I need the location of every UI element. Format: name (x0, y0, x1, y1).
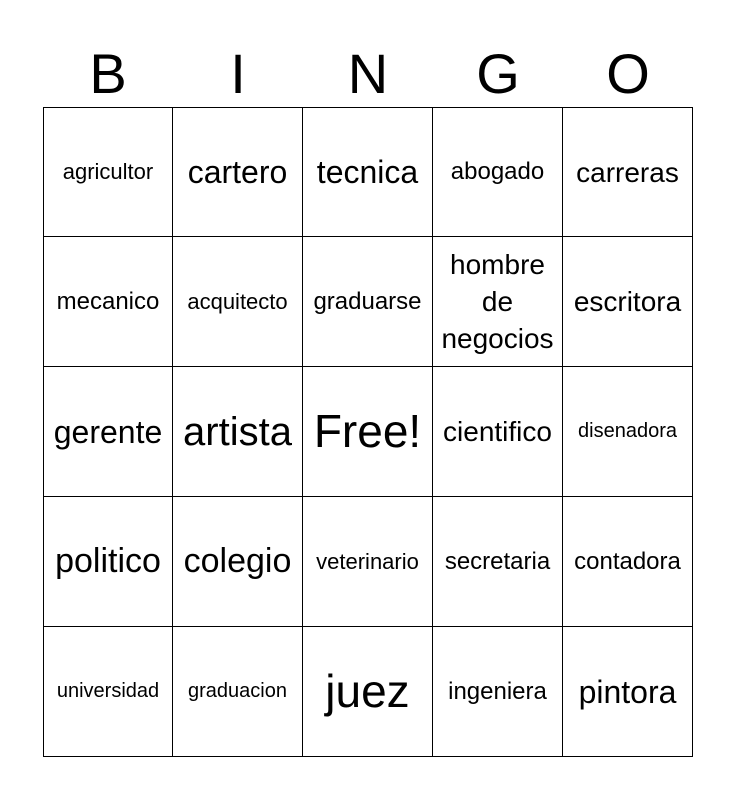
bingo-cell[interactable] (43, 237, 173, 367)
cell-label: escritora (573, 286, 682, 317)
bingo-cell[interactable] (433, 367, 563, 497)
bingo-cell[interactable] (43, 367, 173, 497)
cell-label: pintora (578, 673, 677, 710)
bingo-cell[interactable] (563, 107, 693, 237)
bingo-cell[interactable] (173, 497, 303, 627)
cell-label: veterinario (316, 548, 419, 574)
header-letter-g: G (476, 42, 520, 105)
cell-label: juez (325, 664, 410, 717)
cell-label: hombre de negocios (441, 249, 554, 354)
bingo-cell[interactable] (563, 497, 693, 627)
bingo-cell[interactable] (173, 237, 303, 367)
bingo-cell[interactable] (43, 627, 173, 757)
bingo-cell[interactable] (303, 497, 433, 627)
bingo-cell[interactable] (563, 627, 693, 757)
cell-label: agricultor (62, 159, 154, 185)
bingo-cell[interactable] (433, 107, 563, 237)
cell-label: carreras (576, 156, 679, 188)
bingo-cell[interactable] (173, 107, 303, 237)
bingo-board (43, 107, 693, 757)
bingo-cell[interactable] (173, 627, 303, 757)
cell-label: universidad (56, 680, 160, 702)
header-letter-b: B (89, 42, 127, 105)
cell-label: gerente (53, 413, 163, 450)
cell-label: graduarse (313, 287, 422, 315)
bingo-cell[interactable] (563, 237, 693, 367)
cell-label: politico (55, 542, 161, 581)
bingo-cell[interactable] (303, 237, 433, 367)
bingo-cell[interactable] (43, 497, 173, 627)
cell-label: artista (183, 409, 292, 454)
cell-label: abogado (450, 158, 545, 185)
free-space-label: Free! (313, 404, 422, 457)
bingo-cell[interactable] (303, 627, 433, 757)
bingo-cell[interactable] (43, 107, 173, 237)
cell-label: contadora (574, 547, 681, 575)
bingo-cell[interactable] (563, 367, 693, 497)
bingo-cell[interactable] (433, 237, 563, 367)
cell-label: mecanico (56, 287, 160, 315)
header-letter-i: I (230, 42, 246, 105)
cell-label: acquitecto (187, 288, 288, 314)
cell-label: secretaria (444, 547, 551, 575)
bingo-cell[interactable] (303, 107, 433, 237)
bingo-header (43, 40, 693, 108)
cell-label: cientifico (443, 416, 552, 447)
header-letter-o: O (606, 42, 650, 105)
cell-label: cartero (187, 154, 288, 190)
cell-label: colegio (183, 542, 292, 581)
cell-label: disenadora (578, 420, 677, 442)
cell-label: ingeniera (448, 677, 547, 705)
bingo-cell[interactable] (433, 627, 563, 757)
free-space-cell[interactable] (303, 367, 433, 497)
header-letter-n: N (347, 42, 389, 105)
cell-label: tecnica (316, 154, 419, 190)
bingo-cell[interactable] (173, 367, 303, 497)
cell-label: graduacion (188, 680, 287, 702)
bingo-cell[interactable] (433, 497, 563, 627)
